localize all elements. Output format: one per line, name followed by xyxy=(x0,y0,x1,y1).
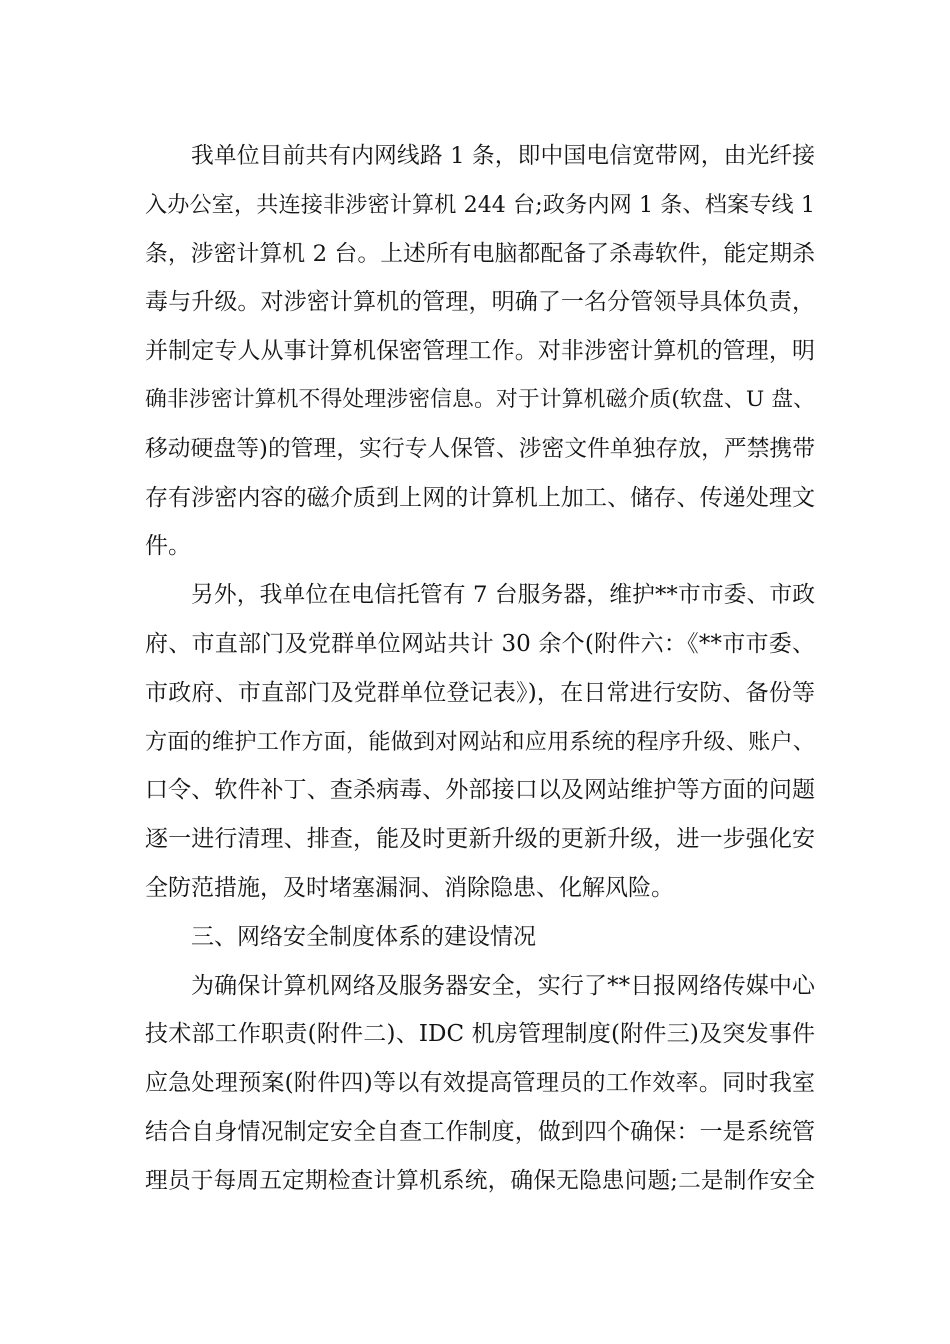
text-line: 确非涉密计算机不得处理涉密信息。对于计算机磁介质(软盘、U 盘、 xyxy=(145,386,815,412)
text-line: 件。 xyxy=(145,533,191,560)
text-line: 府、市直部门及党群单位网站共计 30 余个(附件六：《**市市委、 xyxy=(145,630,815,657)
text-line: 方面的维护工作方面，能做到对网站和应用系统的程序升级、账户、 xyxy=(145,728,815,755)
text-line: 逐一进行清理、排查，能及时更新升级的更新升级，进一步强化安 xyxy=(145,826,815,853)
document-body xyxy=(145,132,815,1206)
text-line: 口令、软件补丁、查杀病毒、外部接口以及网站维护等方面的问题 xyxy=(145,777,815,804)
text-line: 全防范措施，及时堵塞漏洞、消除隐患、化解风险。 xyxy=(145,874,674,901)
text-line: 毒与升级。对涉密计算机的管理，明确了一名分管领导具体负责， xyxy=(145,289,815,316)
text-line: 理员于每周五定期检查计算机系统，确保无隐患问题;二是制作安全 xyxy=(145,1167,815,1194)
text-line: 为确保计算机网络及服务器安全，实行了**日报网络传媒中心 xyxy=(191,972,815,999)
text-line: 另外，我单位在电信托管有 7 台服务器，维护**市市委、市政 xyxy=(191,582,815,609)
text-line: 应急处理预案(附件四)等以有效提高管理员的工作效率。同时我室 xyxy=(145,1070,815,1097)
text-line: 入办公室，共连接非涉密计算机 244 台;政务内网 1 条、档案专线 1 xyxy=(145,191,815,218)
text-line: 市政府、市直部门及党群单位登记表》)，在日常进行安防、备份等 xyxy=(145,679,815,706)
text-line: 存有涉密内容的磁介质到上网的计算机上加工、储存、传递处理文 xyxy=(145,484,815,511)
text-line: 结合自身情况制定安全自查工作制度，做到四个确保：一是系统管 xyxy=(145,1118,815,1145)
text-line: 移动硬盘等)的管理，实行专人保管、涉密文件单独存放，严禁携带 xyxy=(145,435,815,462)
section-heading: 三、网络安全制度体系的建设情况 xyxy=(191,923,536,950)
text-line: 并制定专人从事计算机保密管理工作。对非涉密计算机的管理，明 xyxy=(145,338,815,365)
text-line: 条，涉密计算机 2 台。上述所有电脑都配备了杀毒软件，能定期杀 xyxy=(145,240,815,267)
text-line: 技术部工作职责(附件二)、IDC 机房管理制度(附件三)及突发事件 xyxy=(145,1021,815,1048)
text-line: 我单位目前共有内网线路 1 条，即中国电信宽带网，由光纤接 xyxy=(191,143,815,169)
